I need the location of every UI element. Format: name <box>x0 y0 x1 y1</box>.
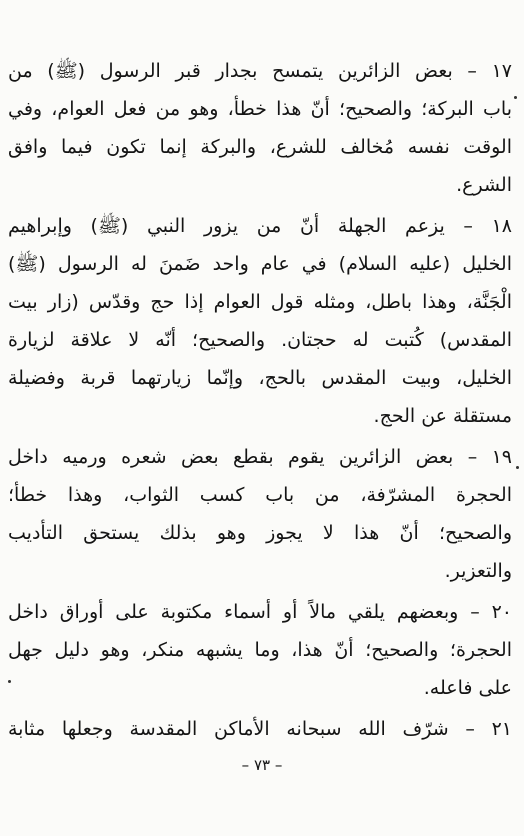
numbered-item <box>8 710 512 748</box>
text-line: باب البركة؛ والصحيح؛ أنّ هذا خطأ، وهو من فعل العوام، وفي <box>8 98 512 120</box>
text-line: على فاعله. <box>423 677 512 699</box>
page-body <box>8 52 512 748</box>
text-line: الْجَنَّة، وهذا باطل، ومثله قول العوام إذا حج وقدّس (زار بيت <box>8 291 512 313</box>
text-line: الشرع. <box>456 174 512 196</box>
page-number: – ٧٣ – <box>241 756 283 774</box>
text-line: المقدس) كُتبت له حجتان. والصحيح؛ أنّه لا علاقة لزيارة <box>8 329 512 351</box>
text-line: الوقت نفسه مُخالف للشرع، والبركة إنما تكون فيما وافق <box>8 136 512 158</box>
numbered-item <box>8 52 512 204</box>
margin-mark <box>8 680 11 683</box>
text-line: مستقلة عن الحج. <box>373 405 512 427</box>
numbered-item <box>8 207 512 435</box>
text-line: ١٧ – بعض الزائرين يتمسح بجدار قبر الرسول (ﷺ) من <box>8 60 512 82</box>
text-line: والتعزير. <box>444 560 512 582</box>
text-line: الحجرة المشرّفة، من باب كسب الثواب، وهذا خطأ؛ <box>8 484 512 506</box>
text-line: الحجرة؛ والصحيح؛ أنّ هذا، وما يشبهه منكر، وهو دليل جهل <box>8 639 512 661</box>
text-line: ٢٠ – وبعضهم يلقي مالاً أو أسماء مكتوبة على أوراق داخل <box>8 601 512 623</box>
numbered-item <box>8 593 512 707</box>
numbered-item <box>8 438 512 590</box>
text-line: ٢١ – شرّف الله سبحانه الأماكن المقدسة وجعلها مثابة <box>8 718 512 740</box>
text-line: الخليل (عليه السلام) في عام واحد ضَمنَ له الرسول (ﷺ) <box>8 253 512 275</box>
margin-mark <box>514 96 517 99</box>
text-line: ١٩ – بعض الزائرين يقوم بقطع بعض شعره ورميه داخل <box>8 446 512 468</box>
text-line: والصحيح؛ أنّ هذا لا يجوز وهو بذلك يستحق التأديب <box>8 522 512 544</box>
text-line: ١٨ – يزعم الجهلة أنّ من يزور النبي (ﷺ) وإبراهيم <box>8 215 512 237</box>
text-line: الخليل، وبيت المقدس بالحج، وإنّما زيارتهما قربة وفضيلة <box>8 367 512 389</box>
margin-mark <box>516 466 519 469</box>
